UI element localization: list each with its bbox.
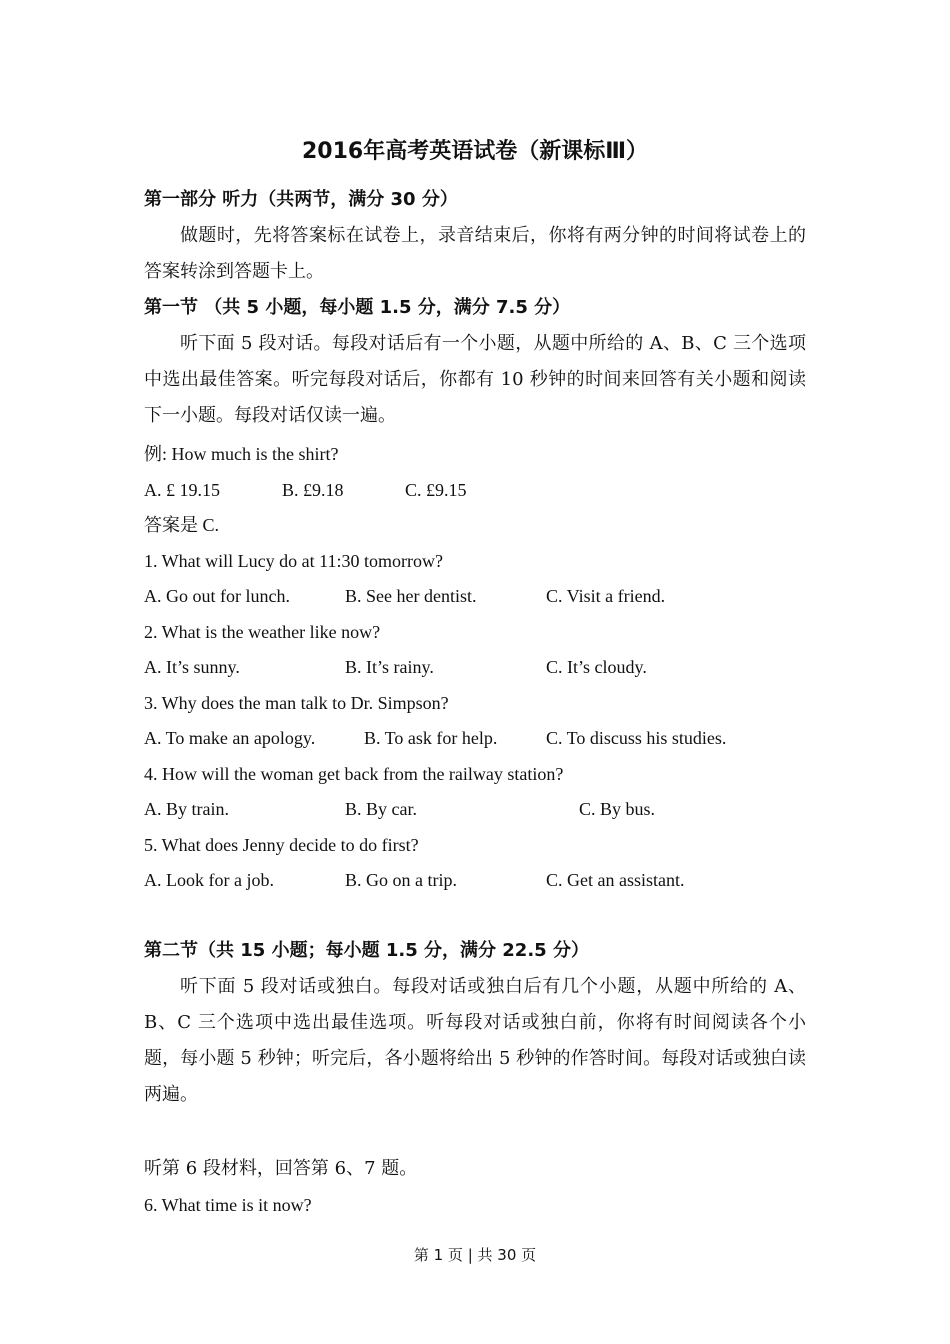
question-5-option-c: C. Get an assistant. [546,870,685,890]
section2-intro: 听下面 5 段对话或独白。每段对话或独白后有几个小题，从题中所给的 A、B、C 三个选项中选出最佳选项。听每段对话或独白前，你将有时间阅读各个小题，每小题 5 秒钟；听完后，各小题将给出 5 秒钟的作答时间。每段对话或独白读两遍。 [144,976,806,1105]
part1-intro: 做题时，先将答案标在试卷上，录音结束后，你将有两分钟的时间将试卷上的答案转涂到答题卡上。 [144,225,806,282]
question-1-option-b: B. See her dentist. [345,586,477,606]
question-2: 2. What is the weather like now? [144,622,381,642]
question-1-option-a: A. Go out for lunch. [144,586,290,606]
document-title: 2016年高考英语试卷（新课标Ⅲ） [301,139,649,164]
question-5: 5. What does Jenny decide to do first? [144,835,419,855]
question-1-option-c: C. Visit a friend. [546,586,666,606]
question-5-option-a: A. Look for a job. [144,870,274,890]
question-3-option-c: C. To discuss his studies. [546,728,727,748]
question-4-option-a: A. By train. [144,799,229,819]
question-3-option-a: A. To make an apology. [144,728,316,748]
section1-heading: 第一节 （共 5 小题，每小题 1.5 分，满分 7.5 分） [144,297,571,318]
question-4-option-b: B. By car. [345,799,417,819]
example-option-b: B. £9.18 [282,480,344,500]
example-option-a: A. £ 19.15 [144,480,220,500]
page-footer: 第 1 页 | 共 30 页 [413,1246,537,1264]
question-4-option-c: C. By bus. [579,799,656,819]
example-answer: 答案是 C. [144,515,220,535]
question-5-option-b: B. Go on a trip. [345,870,457,890]
section1-intro: 听下面 5 段对话。每段对话后有一个小题，从题中所给的 A、B、C 三个选项中选出最佳答案。听完每段对话后，你都有 10 秒钟的时间来回答有关小题和阅读下一小题。每段对话仅读一遍。 [144,333,806,426]
question-2-option-a: A. It’s sunny. [144,657,240,677]
material-6-note: 听第 6 段材料，回答第 6、7 题。 [144,1158,418,1179]
example-question: 例: How much is the shirt? [144,444,339,464]
question-6: 6. What time is it now? [144,1195,312,1215]
question-2-option-c: C. It’s cloudy. [546,657,647,677]
question-1: 1. What will Lucy do at 11:30 tomorrow? [144,551,443,571]
question-4: 4. How will the woman get back from the railway station? [144,764,564,784]
question-3-option-b: B. To ask for help. [364,728,498,748]
part1-heading: 第一部分 听力（共两节，满分 30 分） [144,189,458,210]
example-option-c: C. £9.15 [405,480,467,500]
section2-heading: 第二节（共 15 小题；每小题 1.5 分，满分 22.5 分） [144,940,589,961]
question-3: 3. Why does the man talk to Dr. Simpson? [144,693,449,713]
question-2-option-b: B. It’s rainy. [345,657,434,677]
